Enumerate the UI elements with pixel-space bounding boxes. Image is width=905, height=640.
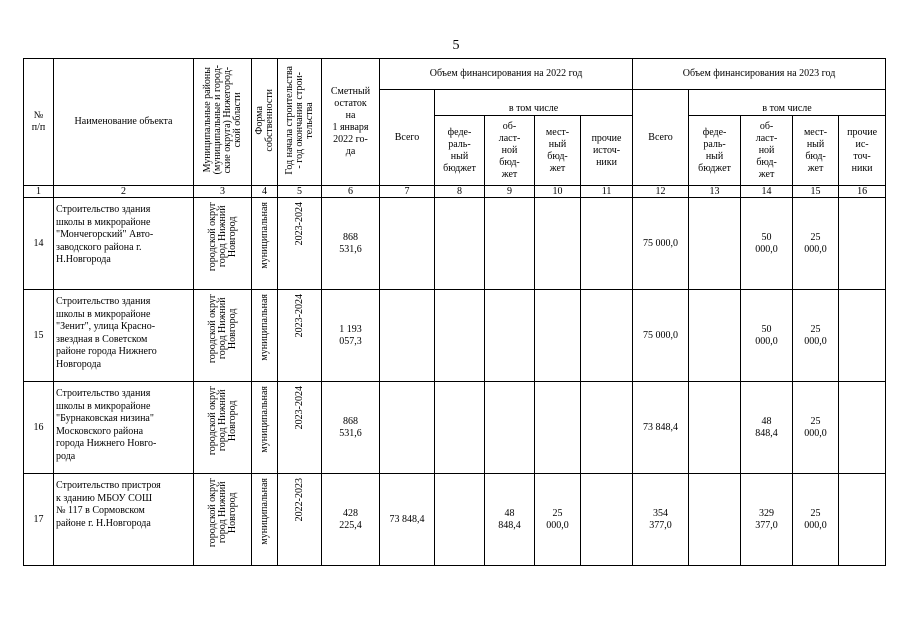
column-number: 16	[839, 186, 886, 198]
ownership-cell-text: муниципальная	[258, 478, 270, 545]
row-number: 16	[24, 382, 54, 474]
federal-2022	[435, 474, 485, 566]
column-number: 14	[741, 186, 793, 198]
header-total-2022: Всего	[380, 90, 435, 186]
regional-2023: 48 848,4	[741, 382, 793, 474]
table-row	[24, 382, 886, 474]
district-cell	[194, 382, 252, 474]
column-number-row	[24, 186, 886, 198]
other-2022	[581, 474, 633, 566]
ownership-cell-text: муниципальная	[258, 294, 270, 361]
federal-2023	[689, 198, 741, 290]
other-2022	[581, 290, 633, 382]
object-name: Строительство пристроя к зданию МБОУ СОШ № 117 в Сормовском районе г. Н.Новгорода	[54, 474, 194, 566]
other-2022	[581, 382, 633, 474]
years-cell	[278, 290, 322, 382]
total-2023: 75 000,0	[633, 290, 689, 382]
estimate-cell: 428 225,4	[322, 474, 380, 566]
total-2022	[380, 290, 435, 382]
ownership-cell	[252, 198, 278, 290]
row-number: 15	[24, 290, 54, 382]
other-2022	[581, 198, 633, 290]
federal-2023	[689, 290, 741, 382]
object-name: Строительство здания школы в микрорайоне "Зенит", улица Красно- звездная в Советском районе города Нижнего Новгорода	[54, 290, 194, 382]
district-cell	[194, 474, 252, 566]
total-2023: 354 377,0	[633, 474, 689, 566]
total-2022	[380, 382, 435, 474]
ownership-cell	[252, 382, 278, 474]
table-row	[24, 290, 886, 382]
column-number: 10	[535, 186, 581, 198]
header-regional-2022: об- ласт- ной бюд- жет	[485, 116, 535, 186]
header-number: № п/п	[24, 59, 54, 186]
column-number: 11	[581, 186, 633, 198]
column-number: 8	[435, 186, 485, 198]
federal-2022	[435, 198, 485, 290]
local-2022	[535, 198, 581, 290]
local-2023: 25 000,0	[793, 198, 839, 290]
header-financing-2022: Объем финансирования на 2022 год	[380, 59, 633, 90]
header-including-2023: в том числе	[689, 90, 886, 116]
header-federal-2022: феде- раль- ный бюджет	[435, 116, 485, 186]
header-district: Муниципальные районы (муниципальные и город- ские округа) Нижегород- ской области	[194, 59, 252, 186]
header-regional-2023: об- ласт- ной бюд- жет	[741, 116, 793, 186]
header-years: Год начала строительства - год окончания строи- тельства	[278, 59, 322, 186]
regional-2023: 329 377,0	[741, 474, 793, 566]
regional-2022	[485, 198, 535, 290]
table-row	[24, 198, 886, 290]
years-cell	[278, 382, 322, 474]
header-financing-2023: Объем финансирования на 2023 год	[633, 59, 886, 90]
column-number: 12	[633, 186, 689, 198]
federal-2022	[435, 290, 485, 382]
header-including-2022: в том числе	[435, 90, 633, 116]
header-local-2023: мест- ный бюд- жет	[793, 116, 839, 186]
local-2022	[535, 290, 581, 382]
ownership-cell	[252, 290, 278, 382]
years-cell-text: 2023-2024	[293, 294, 305, 338]
regional-2022	[485, 382, 535, 474]
federal-2022	[435, 382, 485, 474]
federal-2023	[689, 474, 741, 566]
header-estimate: Сметный остаток на 1 января 2022 го- да	[322, 59, 380, 186]
estimate-cell: 1 193 057,3	[322, 290, 380, 382]
regional-2023: 50 000,0	[741, 290, 793, 382]
total-2022	[380, 198, 435, 290]
column-number: 5	[278, 186, 322, 198]
column-number: 1	[24, 186, 54, 198]
years-cell-text: 2022-2023	[293, 478, 305, 522]
years-cell	[278, 198, 322, 290]
local-2022	[535, 382, 581, 474]
district-cell-text: городской округ город Нижний Новгород	[206, 294, 238, 364]
total-2023: 73 848,4	[633, 382, 689, 474]
estimate-cell: 868 531,6	[322, 198, 380, 290]
object-name: Строительство здания школы в микрорайоне "Бурнаковская низина" Московского района города Нижнего Новго- рода	[54, 382, 194, 474]
district-cell	[194, 290, 252, 382]
years-cell-text: 2023-2024	[293, 202, 305, 246]
header-federal-2023: феде- раль- ный бюджет	[689, 116, 741, 186]
estimate-cell: 868 531,6	[322, 382, 380, 474]
column-number: 9	[485, 186, 535, 198]
regional-2023: 50 000,0	[741, 198, 793, 290]
district-cell-text: городской округ город Нижний Новгород	[206, 202, 238, 272]
table-row	[24, 474, 886, 566]
district-cell	[194, 198, 252, 290]
district-cell-text: городской округ город Нижний Новгород	[206, 386, 238, 456]
ownership-cell-text: муниципальная	[258, 386, 270, 453]
local-2023: 25 000,0	[793, 290, 839, 382]
column-number: 13	[689, 186, 741, 198]
header-other-2022: прочие источ- ники	[581, 116, 633, 186]
regional-2022: 48 848,4	[485, 474, 535, 566]
column-number: 15	[793, 186, 839, 198]
total-2022: 73 848,4	[380, 474, 435, 566]
page-number: 5	[452, 38, 460, 53]
local-2023: 25 000,0	[793, 474, 839, 566]
other-2023	[839, 382, 886, 474]
years-cell	[278, 474, 322, 566]
other-2023	[839, 474, 886, 566]
row-number: 14	[24, 198, 54, 290]
column-number: 2	[54, 186, 194, 198]
column-number: 7	[380, 186, 435, 198]
local-2023: 25 000,0	[793, 382, 839, 474]
other-2023	[839, 290, 886, 382]
column-number: 3	[194, 186, 252, 198]
financing-table	[23, 58, 886, 566]
other-2023	[839, 198, 886, 290]
row-number: 17	[24, 474, 54, 566]
header-ownership: Форма собственности	[252, 59, 278, 186]
column-number: 6	[322, 186, 380, 198]
header-object-name: Наименование объекта	[54, 59, 194, 186]
object-name: Строительство здания школы в микрорайоне "Мончегорский" Авто- заводского района г. Н.Новгорода	[54, 198, 194, 290]
header-local-2022: мест- ный бюд- жет	[535, 116, 581, 186]
header-other-2023: прочие ис- точ- ники	[839, 116, 886, 186]
district-cell-text: городской округ город Нижний Новгород	[206, 478, 238, 548]
total-2023: 75 000,0	[633, 198, 689, 290]
years-cell-text: 2023-2024	[293, 386, 305, 430]
header-total-2023: Всего	[633, 90, 689, 186]
regional-2022	[485, 290, 535, 382]
ownership-cell-text: муниципальная	[258, 202, 270, 269]
federal-2023	[689, 382, 741, 474]
local-2022: 25 000,0	[535, 474, 581, 566]
column-number: 4	[252, 186, 278, 198]
ownership-cell	[252, 474, 278, 566]
